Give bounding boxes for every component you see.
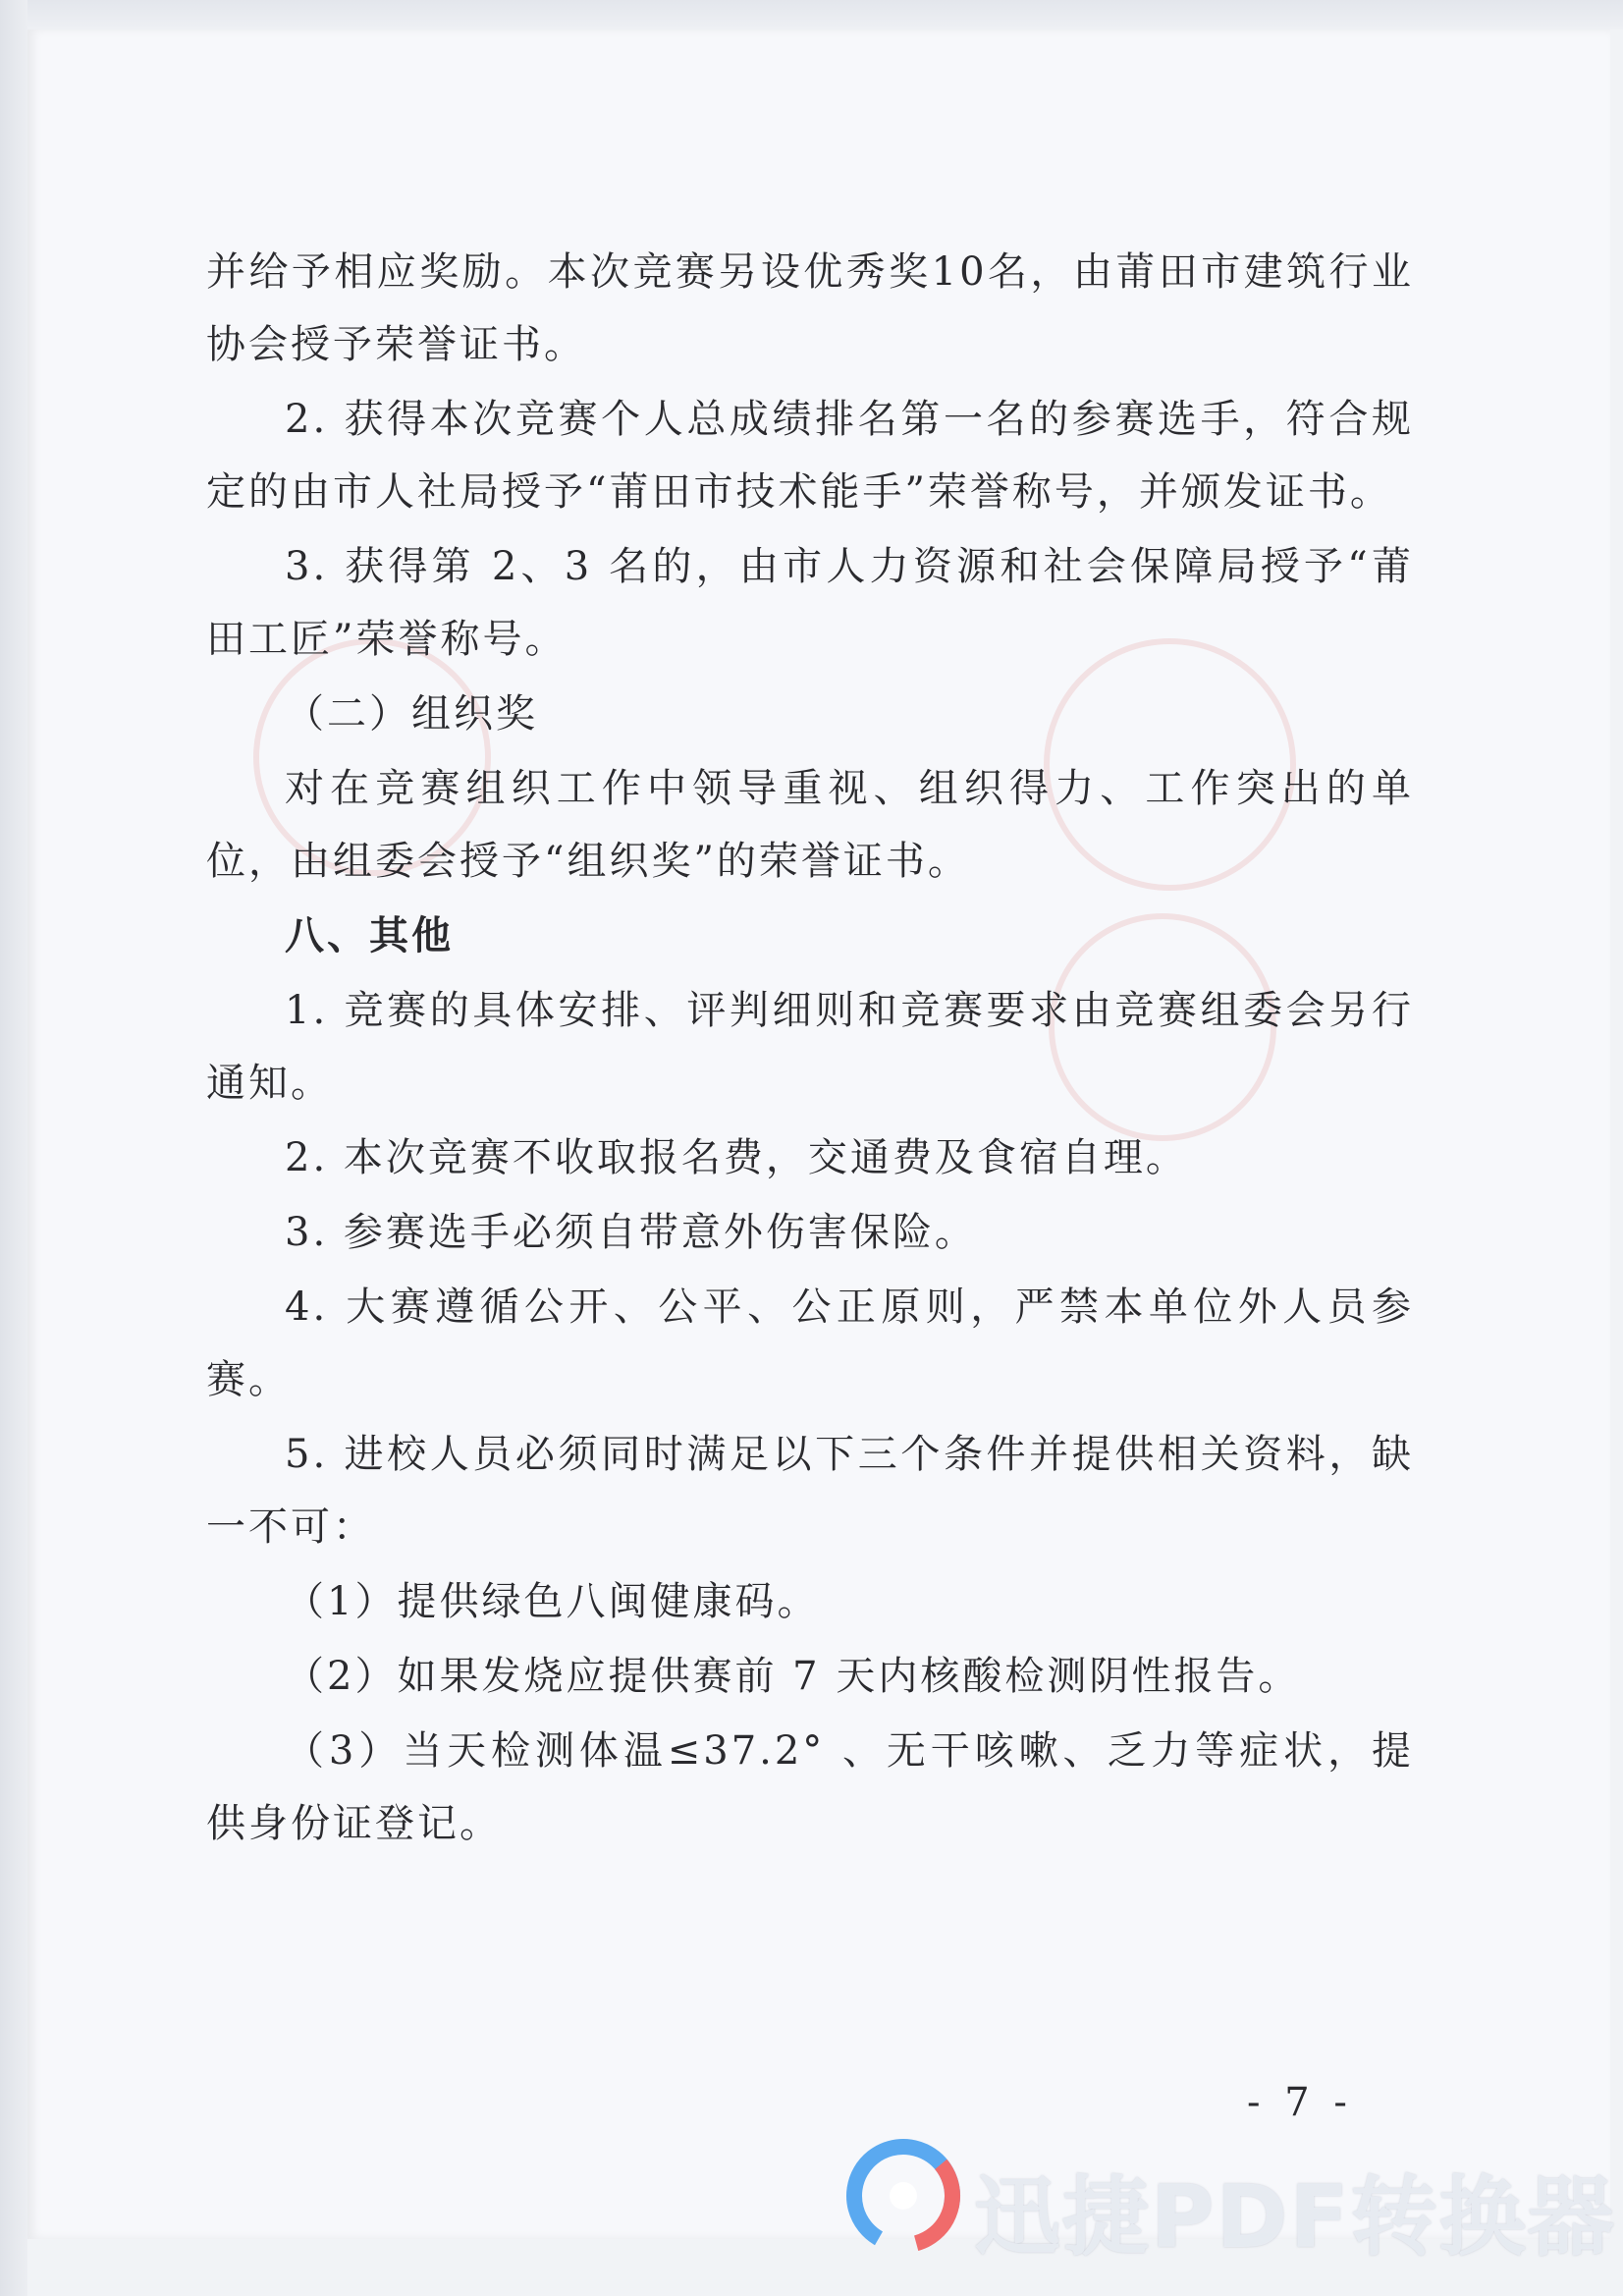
paragraph: 并给予相应奖励。本次竞赛另设优秀奖10名，由莆田市建筑行业协会授予荣誉证书。 [206, 249, 1414, 367]
paragraph: 3. 获得第 2、3 名的，由市人力资源和社会保障局授予“莆田工匠”荣誉称号。 [206, 544, 1414, 662]
scan-top-edge [0, 0, 1623, 29]
paragraph: 1. 竞赛的具体安排、评判细则和竞赛要求由竞赛组委会另行通知。 [206, 988, 1414, 1106]
paragraph: （二）组织奖 [285, 691, 538, 737]
paragraph: 2. 本次竞赛不收取报名费，交通费及食宿自理。 [285, 1135, 1188, 1180]
watermark-text: 迅捷PDF转换器 [974, 2166, 1616, 2268]
paragraph: 2. 获得本次竞赛个人总成绩排名第一名的参赛选手，符合规定的由市人社局授予“莆田市技术能手”荣誉称号，并颁发证书。 [206, 397, 1414, 515]
watermark [844, 2137, 1616, 2268]
paragraph: （3）当天检测体温≤37.2° 、无干咳嗽、乏力等症状，提供身份证登记。 [206, 1728, 1414, 1846]
pdf-converter-logo-icon [844, 2137, 962, 2255]
paragraph: （1）提供绿色八闽健康码。 [285, 1579, 820, 1624]
paragraph: 3. 参赛选手必须自带意外伤害保险。 [285, 1210, 977, 1255]
paragraph: （2）如果发烧应提供赛前 7 天内核酸检测阴性报告。 [285, 1654, 1301, 1699]
paragraph: 5. 进校人员必须同时满足以下三个条件并提供相关资料，缺一不可： [206, 1432, 1414, 1550]
paragraph: 4. 大赛遵循公开、公平、公正原则，严禁本单位外人员参赛。 [206, 1285, 1414, 1402]
paragraph: 对在竞赛组织工作中领导重视、组织得力、工作突出的单位，由组委会授予“组织奖”的荣誉证书。 [206, 766, 1414, 884]
document-body [206, 236, 1414, 1862]
page-number: - 7 - [1247, 2080, 1353, 2125]
paragraph: 八、其他 [285, 913, 454, 958]
scan-left-edge [0, 0, 27, 2296]
